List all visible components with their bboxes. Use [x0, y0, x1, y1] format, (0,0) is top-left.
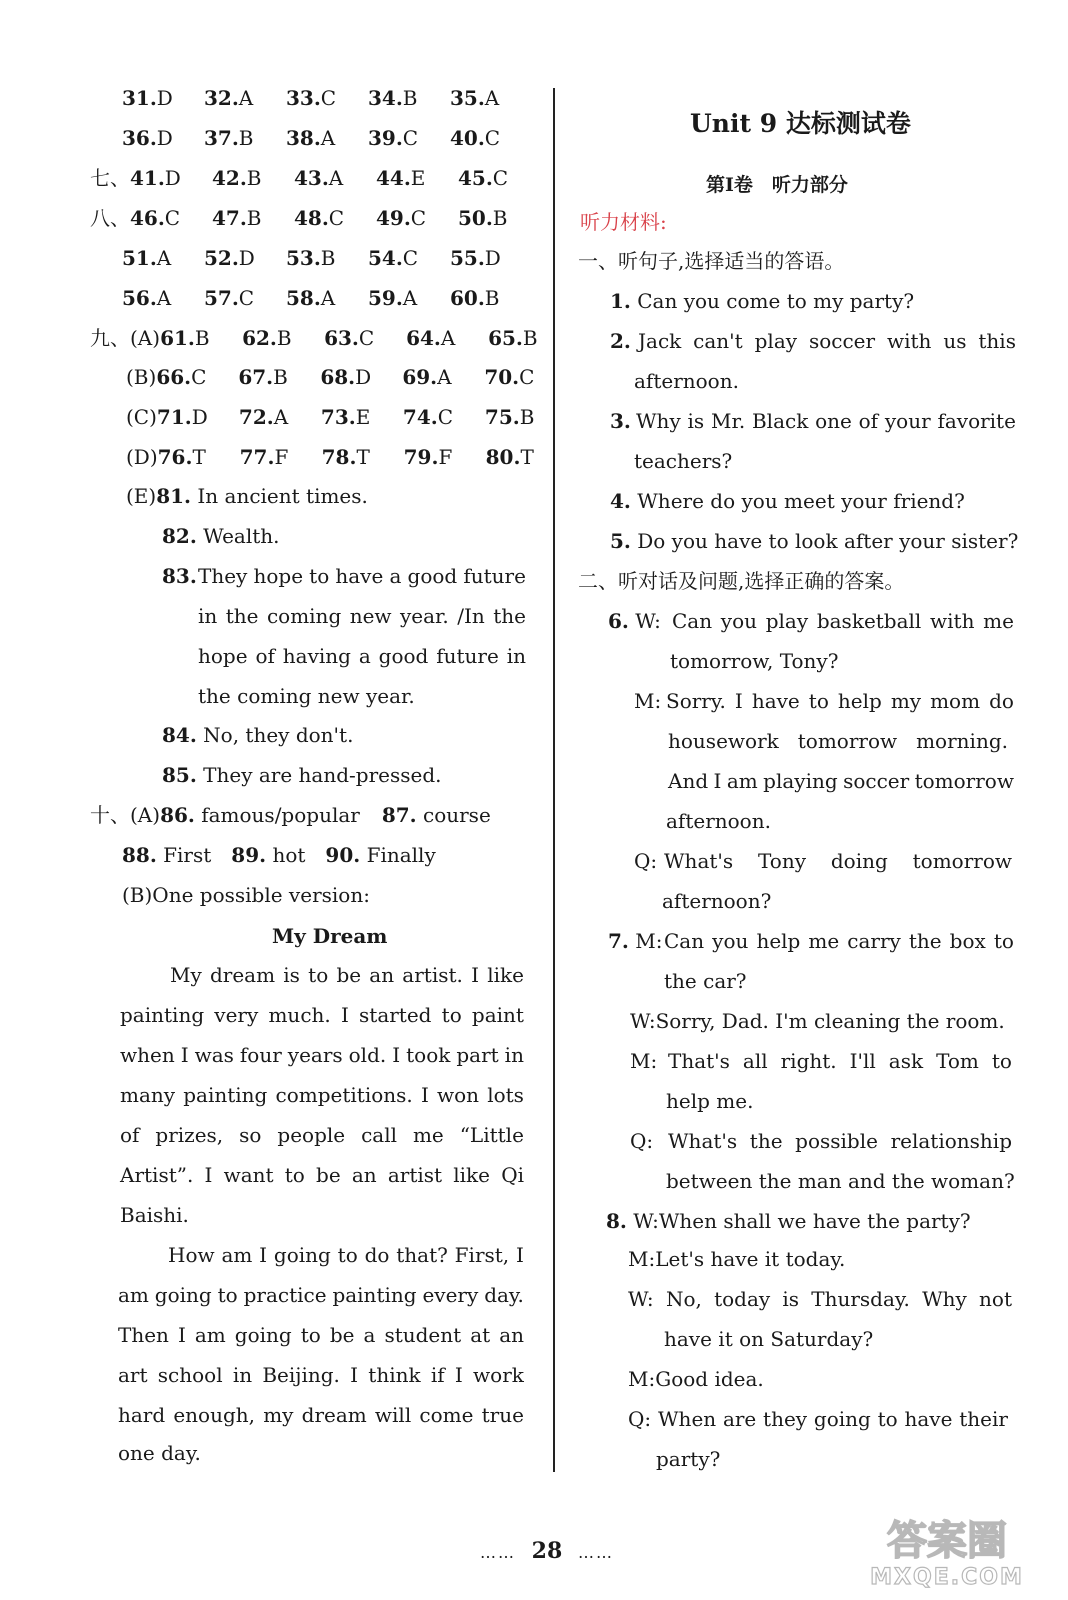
answer-item: 58.A [286, 286, 336, 310]
section-ten-label: 十、(A) [90, 803, 161, 827]
answer-item: 76.T [157, 445, 206, 469]
answer-item: 40.C [450, 126, 501, 150]
answer-item: 50.B [458, 206, 508, 230]
answer-item: 67.B [238, 365, 288, 389]
answer-item: 41.D [130, 166, 181, 190]
answer-section-label: 九、(A) [90, 326, 161, 350]
watermark-url: MXQE.COM [870, 1565, 1024, 1590]
answer-section-label: 八、 [90, 206, 130, 230]
essay-line: many painting competitions. I won lots [120, 1083, 524, 1107]
answer-85: 85. They are hand-pressed. [162, 763, 442, 787]
answer-row [122, 285, 500, 311]
question-2-line-1: Jack can't play soccer with us this [638, 329, 1016, 353]
q7-q-line-1: What's the possible relationship [668, 1129, 1012, 1153]
answer-82: 82. Wealth. [162, 524, 280, 548]
answer-item: 32.A [204, 86, 254, 110]
question-3-line-2: teachers? [634, 449, 733, 473]
question-7-num: 7. M: [608, 929, 663, 953]
answer-row [126, 404, 534, 430]
answer-item: 73.E [320, 405, 371, 429]
answer-item: 48.C [294, 206, 345, 230]
q8-w2-label: W: [628, 1287, 654, 1311]
essay-line: hard enough, my dream will come true [118, 1403, 524, 1427]
q6-q-line-2: afternoon? [662, 889, 772, 913]
answer-row [122, 125, 500, 151]
answer-item: 36.D [122, 126, 173, 150]
answer-row [122, 245, 501, 271]
answer-item: 37.B [204, 126, 254, 150]
answer-section-label: (B) [126, 365, 157, 389]
answer-item: 66.C [156, 365, 207, 389]
answer-81: (E)81. In ancient times. [126, 484, 368, 508]
answer-item: 60.B [450, 286, 500, 310]
answer-item: 71.D [156, 405, 208, 429]
q8-m1-line: M:Let's have it today. [628, 1247, 846, 1271]
answer-item: 44.E [376, 166, 426, 190]
section-title: 第Ⅰ卷 听力部分 [706, 174, 848, 196]
answer-row [122, 85, 499, 111]
q6-m-line-3: And I am playing soccer tomorrow [668, 769, 1014, 793]
answer-88-90: 88. First 89. hot 90. Finally [122, 843, 436, 867]
answer-86-87: 十、(A)86. famous/popular 87. course [90, 803, 491, 827]
answer-item: 59.A [368, 286, 418, 310]
answer-item: 54.C [368, 246, 419, 270]
answer-83-line-2: in the coming new year. /In the [198, 604, 526, 628]
answer-item: 62.B [242, 326, 292, 350]
q6-m-line-4: afternoon. [666, 809, 771, 833]
essay-line: when I was four years old. I took part in [120, 1043, 524, 1067]
page-number: 28 [531, 1538, 563, 1564]
q6-w-line-1: Can you play basketball with me [672, 609, 1014, 633]
q8-m2-line: M:Good idea. [628, 1367, 764, 1391]
q6-m-line-2: housework tomorrow morning. [668, 729, 1008, 753]
q7-q-line-2: between the man and the woman? [666, 1169, 1015, 1193]
answer-item: 65.B [488, 326, 538, 350]
watermark-logo [842, 1510, 1052, 1590]
unit-title: Unit 9 达标测试卷 [690, 109, 911, 138]
answer-84: 84. No, they don't. [162, 723, 354, 747]
footer-dots-left: …… [480, 1543, 516, 1562]
answer-item: 49.C [376, 206, 427, 230]
question-8-line: 8. W:When shall we have the party? [606, 1209, 971, 1233]
answer-section-label: (C) [126, 405, 157, 429]
answer-item: 42.B [212, 166, 262, 190]
answer-83-line-3: hope of having a good future in [198, 644, 526, 668]
answer-item: 78.T [321, 445, 370, 469]
answer-row [90, 325, 538, 351]
answer-row [126, 364, 534, 390]
answer-83-num: 83. [162, 564, 197, 588]
answer-item: 69.A [402, 365, 452, 389]
answer-item: 33.C [286, 86, 337, 110]
q6-m-line-1: Sorry. I have to help my mom do [666, 689, 1014, 713]
q8-q-label: Q: [628, 1407, 652, 1431]
answer-item: 77.F [239, 445, 289, 469]
answer-item: 74.C [402, 405, 454, 429]
essay-line: art school in Beijing. I think if I work [118, 1363, 524, 1387]
q8-q-line-2: party? [656, 1447, 721, 1471]
question-1: 1. Can you come to my party? [610, 289, 915, 313]
page-footer [480, 1538, 614, 1564]
answer-83-line-4: the coming new year. [198, 684, 415, 708]
answer-row [90, 165, 508, 191]
answer-item: 31.D [122, 86, 173, 110]
q7-w-line: W:Sorry, Dad. I'm cleaning the room. [630, 1009, 1005, 1033]
answer-item: 68.D [320, 365, 372, 389]
column-divider [553, 88, 555, 1472]
answer-item: 56.A [122, 286, 172, 310]
question-3-line-1: Why is Mr. Black one of your favorite [636, 409, 1016, 433]
part-one-title: 一、听句子,选择适当的答语。 [578, 249, 845, 273]
q6-m-label: M: [634, 689, 662, 713]
answer-item: 70.C [484, 365, 535, 389]
essay-line: of prizes, so people call me “Little [120, 1123, 524, 1147]
question-2-line-2: afternoon. [634, 369, 739, 393]
essay-line: one day. [118, 1441, 201, 1465]
essay-title: My Dream [272, 924, 388, 948]
answer-83-line-1: They hope to have a good future [198, 564, 526, 588]
essay-line: My dream is to be an artist. I like [170, 963, 524, 987]
answer-item: 34.B [368, 86, 418, 110]
q6-q-label: Q: [634, 849, 658, 873]
answer-item: 51.A [122, 246, 172, 270]
q7-m2-line-1: That's all right. I'll ask Tom to [668, 1049, 1012, 1073]
answer-item: 38.A [286, 126, 336, 150]
watermark-text: 答案圈 [887, 1518, 1007, 1564]
question-5: 5. Do you have to look after your sister? [610, 529, 1019, 553]
answer-item: 43.A [294, 166, 344, 190]
q7-m2-label: M: [630, 1049, 658, 1073]
q7-q-label: Q: [630, 1129, 654, 1153]
answer-item: 35.A [450, 86, 500, 110]
answer-item: 75.B [484, 405, 535, 429]
answer-item: 39.C [368, 126, 419, 150]
answer-item: 57.C [204, 286, 255, 310]
part-b-label: (B)One possible version: [122, 883, 370, 907]
essay-line: painting very much. I started to paint [120, 1003, 524, 1027]
answer-item: 53.B [286, 246, 336, 270]
question-3-num: 3. [610, 409, 631, 433]
listening-material-label: 听力材料: [580, 210, 667, 234]
answer-item: 55.D [450, 246, 501, 270]
essay-line: Then I am going to be a student at an [118, 1323, 524, 1347]
essay-line: How am I going to do that? First, I [168, 1243, 524, 1267]
q8-w2-line-2: have it on Saturday? [664, 1327, 874, 1351]
q7-m2-line-2: help me. [666, 1089, 754, 1113]
answer-item: 79.F [403, 445, 453, 469]
essay-line: am going to practice painting every day. [118, 1283, 524, 1307]
q6-w-line-2: tomorrow, Tony? [670, 649, 839, 673]
answer-item: 45.C [458, 166, 509, 190]
footer-dots-right: …… [577, 1543, 614, 1562]
answer-row [90, 205, 508, 231]
essay-line: Artist”. I want to be an artist like Qi [120, 1163, 524, 1187]
answer-item: 80.T [485, 445, 534, 469]
answer-item: 64.A [406, 326, 456, 350]
q7-m1-line-1: Can you help me carry the box to [664, 929, 1014, 953]
q8-w2-line-1: No, today is Thursday. Why not [666, 1287, 1012, 1311]
part-two-title: 二、听对话及问题,选择正确的答案。 [578, 569, 905, 593]
answer-item: 72.A [238, 405, 289, 429]
answer-section-label: 七、 [90, 166, 130, 190]
q8-q-line-1: When are they going to have their [658, 1407, 1008, 1431]
essay-line: Baishi. [120, 1203, 189, 1227]
question-4: 4. Where do you meet your friend? [610, 489, 965, 513]
part-e-label: (E) [126, 484, 157, 508]
question-2-num: 2. [610, 329, 631, 353]
answer-section-label: (D) [126, 445, 158, 469]
answer-item: 52.D [204, 246, 255, 270]
answer-item: 61.B [160, 326, 210, 350]
q6-q-line-1: What's Tony doing tomorrow [664, 849, 1012, 873]
question-6-num: 6. W: [608, 609, 661, 633]
q7-m1-line-2: the car? [664, 969, 747, 993]
answer-item: 46.C [130, 206, 181, 230]
answer-item: 63.C [324, 326, 375, 350]
answer-item: 47.B [212, 206, 262, 230]
answer-row [126, 444, 534, 470]
